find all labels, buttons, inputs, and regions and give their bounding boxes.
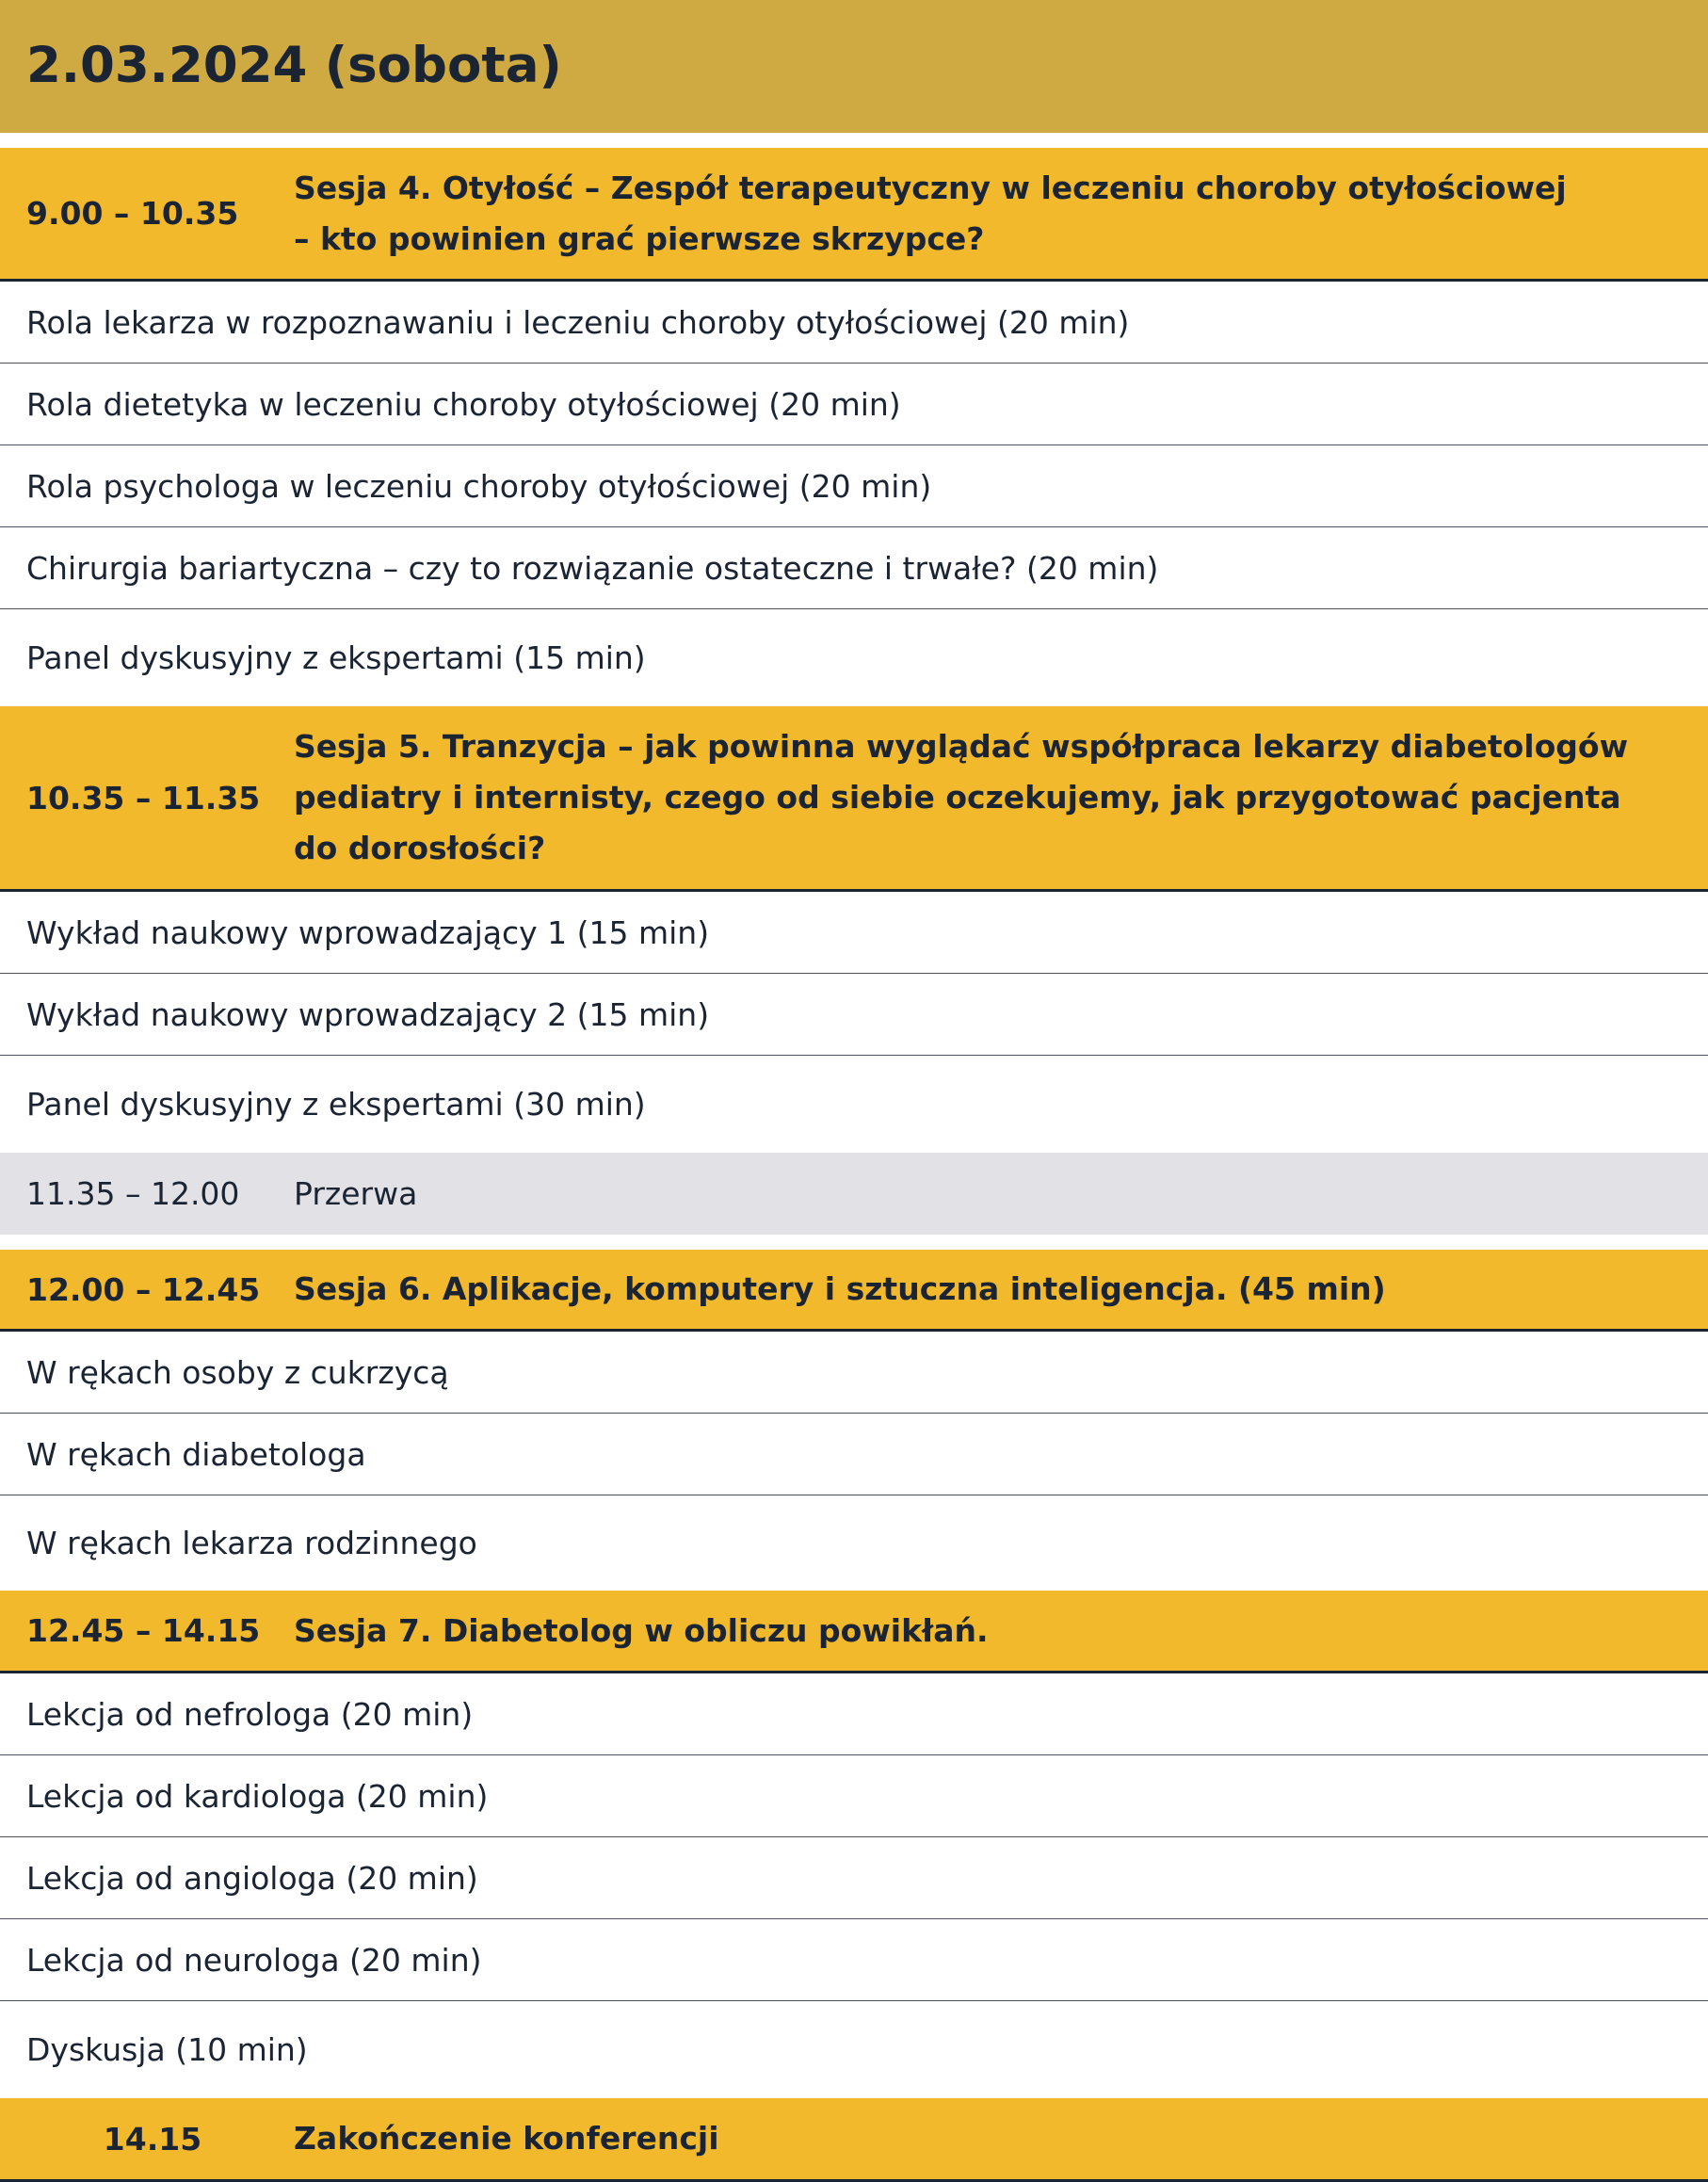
break-label: Przerwa [294,1174,418,1212]
session-title: Sesja 5. Tranzycja – jak powinna wyglądać współpraca lekarzy diabetologów pediatry i internisty, czego od siebie oczekujemy, jak przygotować pacjenta do dorosłości? [294,728,1629,866]
agenda-item: Rola psychologa w leczeniu choroby otyłościowej (20 min) [0,445,1708,527]
agenda-item: Rola lekarza w rozpoznawaniu i leczeniu choroby otyłościowej (20 min) [0,282,1708,364]
date-title: 2.03.2024 (sobota) [26,37,562,94]
agenda-item: Panel dyskusyjny z ekspertami (30 min) [0,1056,1708,1153]
agenda-item: Panel dyskusyjny z ekspertami (15 min) [0,609,1708,706]
agenda-item: Wykład naukowy wprowadzający 1 (15 min) [0,892,1708,974]
agenda-item: W rękach lekarza rodzinnego [0,1495,1708,1591]
agenda-item: Lekcja od angiologa (20 min) [0,1837,1708,1919]
agenda-item: Dyskusja (10 min) [0,2001,1708,2098]
agenda-item: W rękach osoby z cukrzycą [0,1332,1708,1414]
session-6-header [0,1250,1708,1332]
agenda-item: Lekcja od kardiologa (20 min) [0,1755,1708,1837]
agenda-item: W rękach diabetologa [0,1414,1708,1495]
session-time: 10.35 – 11.35 [26,779,261,816]
session-4-header [0,148,1708,282]
break-row [0,1153,1708,1235]
agenda-item: Lekcja od nefrologa (20 min) [0,1673,1708,1755]
break-time: 11.35 – 12.00 [26,1175,240,1212]
session-title: Sesja 7. Diabetolog w obliczu powikłań. [294,1611,989,1649]
session-time: 12.00 – 12.45 [26,1270,261,1308]
session-title: Sesja 6. Aplikacje, komputery i sztuczna inteligencja. (45 min) [294,1270,1386,1307]
agenda-item: Chirurgia bariartyczna – czy to rozwiązanie ostateczne i trwałe? (20 min) [0,527,1708,609]
session-time: 12.45 – 14.15 [26,1612,261,1649]
closing-row [0,2098,1708,2182]
session-7-header [0,1591,1708,1673]
agenda-item: Rola dietetyka w leczeniu choroby otyłościowej (20 min) [0,364,1708,445]
session-title: Sesja 4. Otyłość – Zespół terapeutyczny w leczeniu choroby otyłościowej – kto powinien grać pierwsze skrzypce? [294,169,1567,257]
closing-label: Zakończenie konferencji [294,2120,719,2157]
agenda-item: Lekcja od neurologa (20 min) [0,1919,1708,2001]
session-time: 9.00 – 10.35 [26,195,239,232]
date-header-bar [0,0,1708,133]
session-5-header [0,706,1708,892]
agenda-item: Wykład naukowy wprowadzający 2 (15 min) [0,974,1708,1056]
closing-time: 14.15 [103,2120,202,2158]
